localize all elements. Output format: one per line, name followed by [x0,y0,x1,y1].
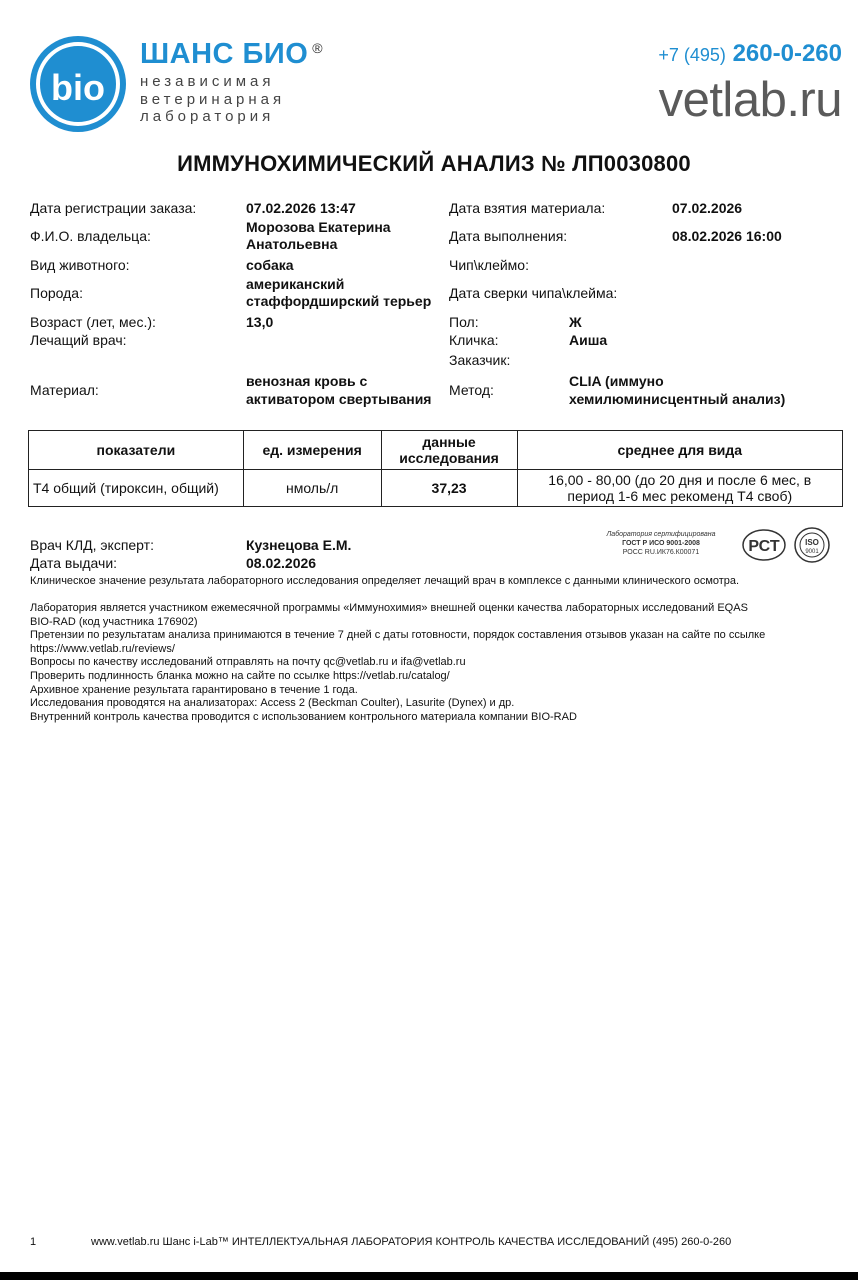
sample-date-label: Дата взятия материала: [449,200,606,216]
breed-value-line-2: стаффордширский терьер [246,293,432,309]
reg-date-value: 07.02.2026 13:47 [246,200,356,216]
results-table [28,430,843,507]
cell-reference: 16,00 - 80,00 (до 20 дня и после 6 мес, в период 1-6 мес рекоменд Т4 своб) [517,470,842,507]
sex-label: Пол: [449,314,479,330]
done-date-value: 08.02.2026 16:00 [672,228,782,244]
reviews-link[interactable]: https://www.vetlab.ru/reviews/ [30,642,175,655]
vet-label: Лечащий врач: [30,332,127,348]
page-number: 1 [30,1236,37,1248]
tagline-line-3: лаборатория [140,108,275,125]
reg-date-label: Дата регистрации заказа: [30,200,197,216]
phone-number[interactable]: +7 (495) 260-0-260 [658,40,842,67]
cell-unit: нмоль/л [243,470,381,507]
svg-text:РСТ: РСТ [748,538,780,555]
species-label: Вид животного: [30,257,130,273]
chip-check-label: Дата сверки чипа\клейма: [449,285,618,301]
method-value-line-1: CLIA (иммуно [569,373,664,389]
footer-text: www.vetlab.ru Шанс i-Lab™ ИНТЕЛЛЕКТУАЛЬНАЯ ЛАБОРАТОРИЯ КОНТРОЛЬ КАЧЕСТВА ИССЛЕДОВАНИЙ (495) 260-0-260 [91,1236,732,1248]
bio-logo-icon [28,34,128,134]
note-authenticity[interactable]: Проверить подлинность бланка можно на сайте по ссылке https://vetlab.ru/catalog/ [30,670,450,682]
note-internal-control: Внутренний контроль качества проводится с использованием контрольного материала компании BIO-RAD [30,710,577,723]
sex-value: Ж [569,314,582,330]
age-label: Возраст (лет, мес.): [30,314,156,330]
logo-text: bio [51,67,105,108]
chip-label: Чип\клеймо: [449,257,529,273]
tagline-line-1: независимая [140,73,275,90]
doctor-label: Врач КЛД, эксперт: [30,537,154,553]
rst-certification-icon [741,528,787,562]
col-header-reference: среднее для вида [517,431,842,470]
species-value: собака [246,257,294,273]
brand-name: ШАНС БИО ® [140,38,324,70]
table-row [29,470,843,507]
breed-label: Порода: [30,285,83,301]
tagline-line-2: ветеринарная [140,91,286,108]
breed-value-line-1: американский [246,276,345,292]
material-label: Материал: [30,382,99,398]
website-link[interactable]: vetlab.ru [658,73,842,127]
note-eqas-line-1: Лаборатория является участником ежемесячной программы «Иммунохимия» внешней оценки качества лабораторных исследований EQAS [30,602,748,614]
done-date-label: Дата выполнения: [449,228,568,244]
owner-label: Ф.И.О. владельца: [30,228,151,244]
registered-mark: ® [312,40,324,56]
iso-certification-icon [792,527,832,563]
cell-value: 37,23 [381,470,517,507]
doctor-value: Кузнецова Е.М. [246,537,352,553]
nickname-label: Кличка: [449,332,499,348]
svg-text:ISO: ISO [805,538,819,547]
issue-date-label: Дата выдачи: [30,555,118,571]
age-value: 13,0 [246,314,274,330]
page-title: ИММУНОХИМИЧЕСКИЙ АНАЛИЗ № ЛП0030800 [177,151,691,176]
certification-text: Лаборатория сертифицирована ГОСТ Р ИСО 9001-2008 РОСС RU.ИК76.К00071 [606,531,716,556]
note-archive: Архивное хранение результата гарантировано в течение 1 года. [30,683,358,696]
note-claims-line-1: Претензии по результатам анализа принимаются в течение 7 дней с даты готовности, порядок составления отзывов указан на сайте по ссылке [30,629,766,642]
col-header-indicator: показатели [29,431,244,470]
col-header-unit: ед. измерения [243,431,381,470]
issue-date-value: 08.02.2026 [246,555,317,571]
svg-text:9001: 9001 [805,549,819,555]
sample-date-value: 07.02.2026 [672,200,743,216]
customer-label: Заказчик: [449,352,511,368]
method-value-line-2: хемилюминисцентный анализ) [569,391,786,407]
note-eqas-line-2: BIO-RAD (код участника 176902) [30,615,198,628]
note-clinical: Клиническое значение результата лабораторного исследования определяет лечащий врач в комплексе с данными клинического осмотра. [30,575,740,587]
owner-value-line-2: Анатольевна [246,236,338,252]
bottom-edge [0,1272,858,1280]
cell-indicator: Т4 общий (тироксин, общий) [29,470,244,507]
material-value-line-2: активатором свертывания [246,391,432,407]
table-header-row [29,431,843,470]
owner-value-line-1: Морозова Екатерина [246,219,391,235]
note-quality-email[interactable]: Вопросы по качеству исследований отправлять на почту qc@vetlab.ru и ifa@vetlab.ru [30,656,466,669]
nickname-value: Аиша [569,332,608,348]
note-analyzers: Исследования проводятся на анализаторах: Access 2 (Beckman Coulter), Lasurite (Dynex) и др. [30,697,515,710]
material-value-line-1: венозная кровь с [246,373,368,389]
method-label: Метод: [449,382,494,398]
col-header-value: данные исследования [381,431,517,470]
